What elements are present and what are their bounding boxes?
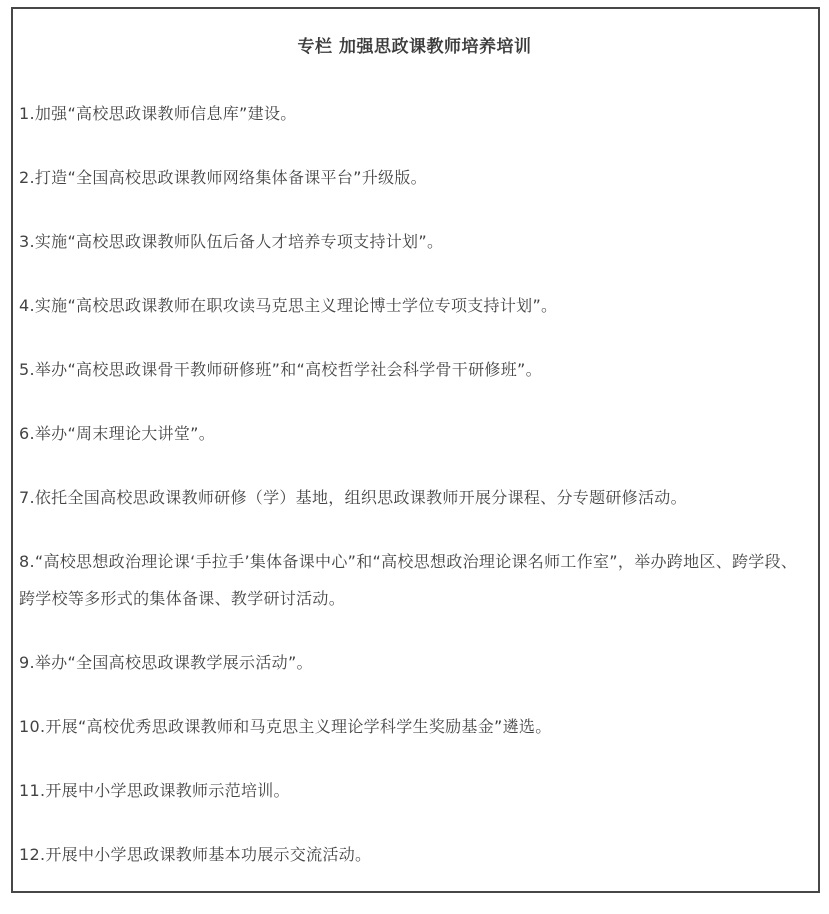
column-title: 专栏 加强思政课教师培养培训 [297,37,532,57]
list-item-10: 10.开展“高校优秀思政课教师和马克思主义理论学科学生奖励基金”遴选。 [19,717,552,736]
list-item-6: 6.举办“周末理论大讲堂”。 [19,424,216,443]
list-item-3: 3.实施“高校思政课教师队伍后备人才培养专项支持计划”。 [19,232,444,251]
list-item-4: 4.实施“高校思政课教师在职攻读马克思主义理论博士学位专项支持计划”。 [19,296,558,315]
special-column-box [11,7,820,893]
list-item-8: 8.“高校思想政治理论课‘手拉手’集体备课中心”和“高校思想政治理论课名师工作室”，举办跨地区、跨学段、跨学校等多形式的集体备课、教学研讨活动。 [19,552,798,608]
list-item-7: 7.依托全国高校思政课教师研修（学）基地，组织思政课教师开展分课程、分专题研修活动。 [19,488,687,507]
document-page [0,7,829,914]
list-item-11: 11.开展中小学思政课教师示范培训。 [19,781,290,800]
list-item-12: 12.开展中小学思政课教师基本功展示交流活动。 [19,845,372,864]
list-item-9: 9.举办“全国高校思政课教学展示活动”。 [19,653,313,672]
list-item-1: 1.加强“高校思政课教师信息库”建设。 [19,104,297,123]
list-item-2: 2.打造“全国高校思政课教师网络集体备课平台”升级版。 [19,168,427,187]
list-item-5: 5.举办“高校思政课骨干教师研修班”和“高校哲学社会科学骨干研修班”。 [19,360,542,379]
